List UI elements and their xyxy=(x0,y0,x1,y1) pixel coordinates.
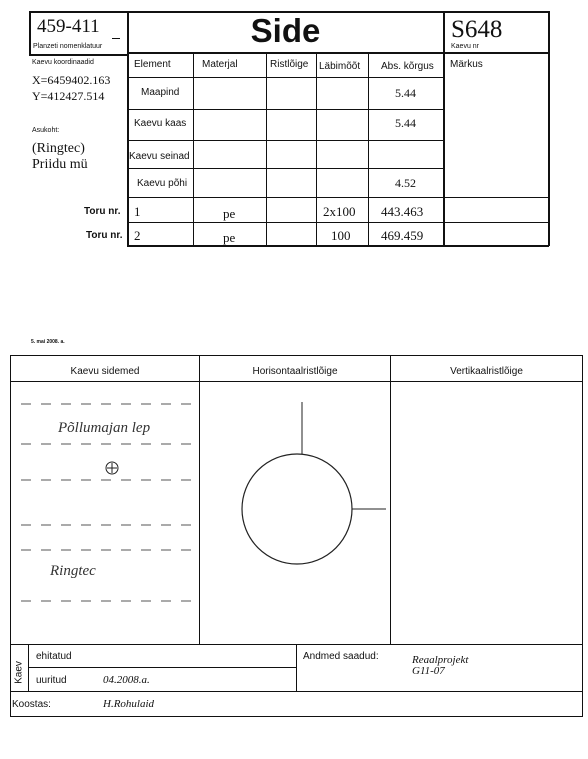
pipe-label: Toru nr. xyxy=(86,230,123,241)
surveyed-value: 04.2008.a. xyxy=(103,674,150,686)
col-header-element: Element xyxy=(134,59,171,70)
pipe-korgus: 443.463 xyxy=(381,204,424,219)
col-header-materjal: Materjal xyxy=(202,59,238,70)
pipe-nr: 1 xyxy=(134,204,141,219)
row-korgus: 4.52 xyxy=(395,176,416,190)
col-header-labimoot: Läbimõõt xyxy=(319,61,361,72)
data-from-line2: G11-07 xyxy=(412,665,445,677)
sketch-text-1: Põllumajan lep xyxy=(58,420,151,436)
col-horisontaal: Horisontaalristlõige xyxy=(252,366,338,377)
surveyed-label: uuritud xyxy=(36,675,67,686)
author-label: Koostas: xyxy=(12,699,51,710)
location-label: Asukoht: xyxy=(32,127,60,134)
author-value: H.Rohulaid xyxy=(103,698,155,710)
data-from-line1: Reaalprojekt xyxy=(412,654,469,666)
date-stamp: 5. mai 2008. a. xyxy=(31,339,65,345)
row-element: Kaevu seinad xyxy=(129,151,190,162)
built-label: ehitatud xyxy=(36,651,72,662)
row-element: Kaevu kaas xyxy=(134,118,187,129)
pipe-label: Toru nr. xyxy=(84,206,121,217)
sketch-text-2: Ringtec xyxy=(50,563,96,579)
pipe-labimoot: 100 xyxy=(331,228,351,243)
sheet-caption: Planzeti nomenklatuur xyxy=(33,43,103,50)
col-header-ristloige: Ristlõige xyxy=(270,59,309,70)
kaev-side-label: Kaev xyxy=(13,661,25,684)
col-header-korgus: Abs. kõrgus xyxy=(381,61,434,72)
pipe-labimoot: 2x100 xyxy=(323,204,356,219)
row-korgus: 5.44 xyxy=(395,86,416,100)
col-vertikaal: Vertikaalristlõige xyxy=(450,366,523,377)
location-line2: Priidu mü xyxy=(32,157,88,172)
pipe-materjal: pe xyxy=(223,206,236,221)
well-id: S648 xyxy=(451,16,503,43)
coord-x: X=6459402.163 xyxy=(32,73,111,87)
coord-y: Y=412427.514 xyxy=(32,89,105,103)
pipe-materjal: pe xyxy=(223,230,236,245)
data-from-label: Andmed saadud: xyxy=(303,651,379,662)
row-korgus: 5.44 xyxy=(395,116,416,130)
pipe-korgus: 469.459 xyxy=(381,228,424,243)
col-header-markus: Märkus xyxy=(450,59,483,70)
horizontal-section-drawing xyxy=(200,382,390,644)
row-element: Maapind xyxy=(141,87,180,98)
pipe-nr: 2 xyxy=(134,228,141,243)
sheet-number: 459-411 xyxy=(37,16,100,37)
coords-label: Kaevu koordinaadid xyxy=(32,59,94,66)
row-element: Kaevu põhi xyxy=(137,178,188,189)
well-caption: Kaevu nr xyxy=(451,43,480,50)
page-title: Side xyxy=(250,12,321,49)
location-line1: (Ringtec) xyxy=(32,141,85,156)
col-kaevu-sidemed: Kaevu sidemed xyxy=(70,366,140,377)
